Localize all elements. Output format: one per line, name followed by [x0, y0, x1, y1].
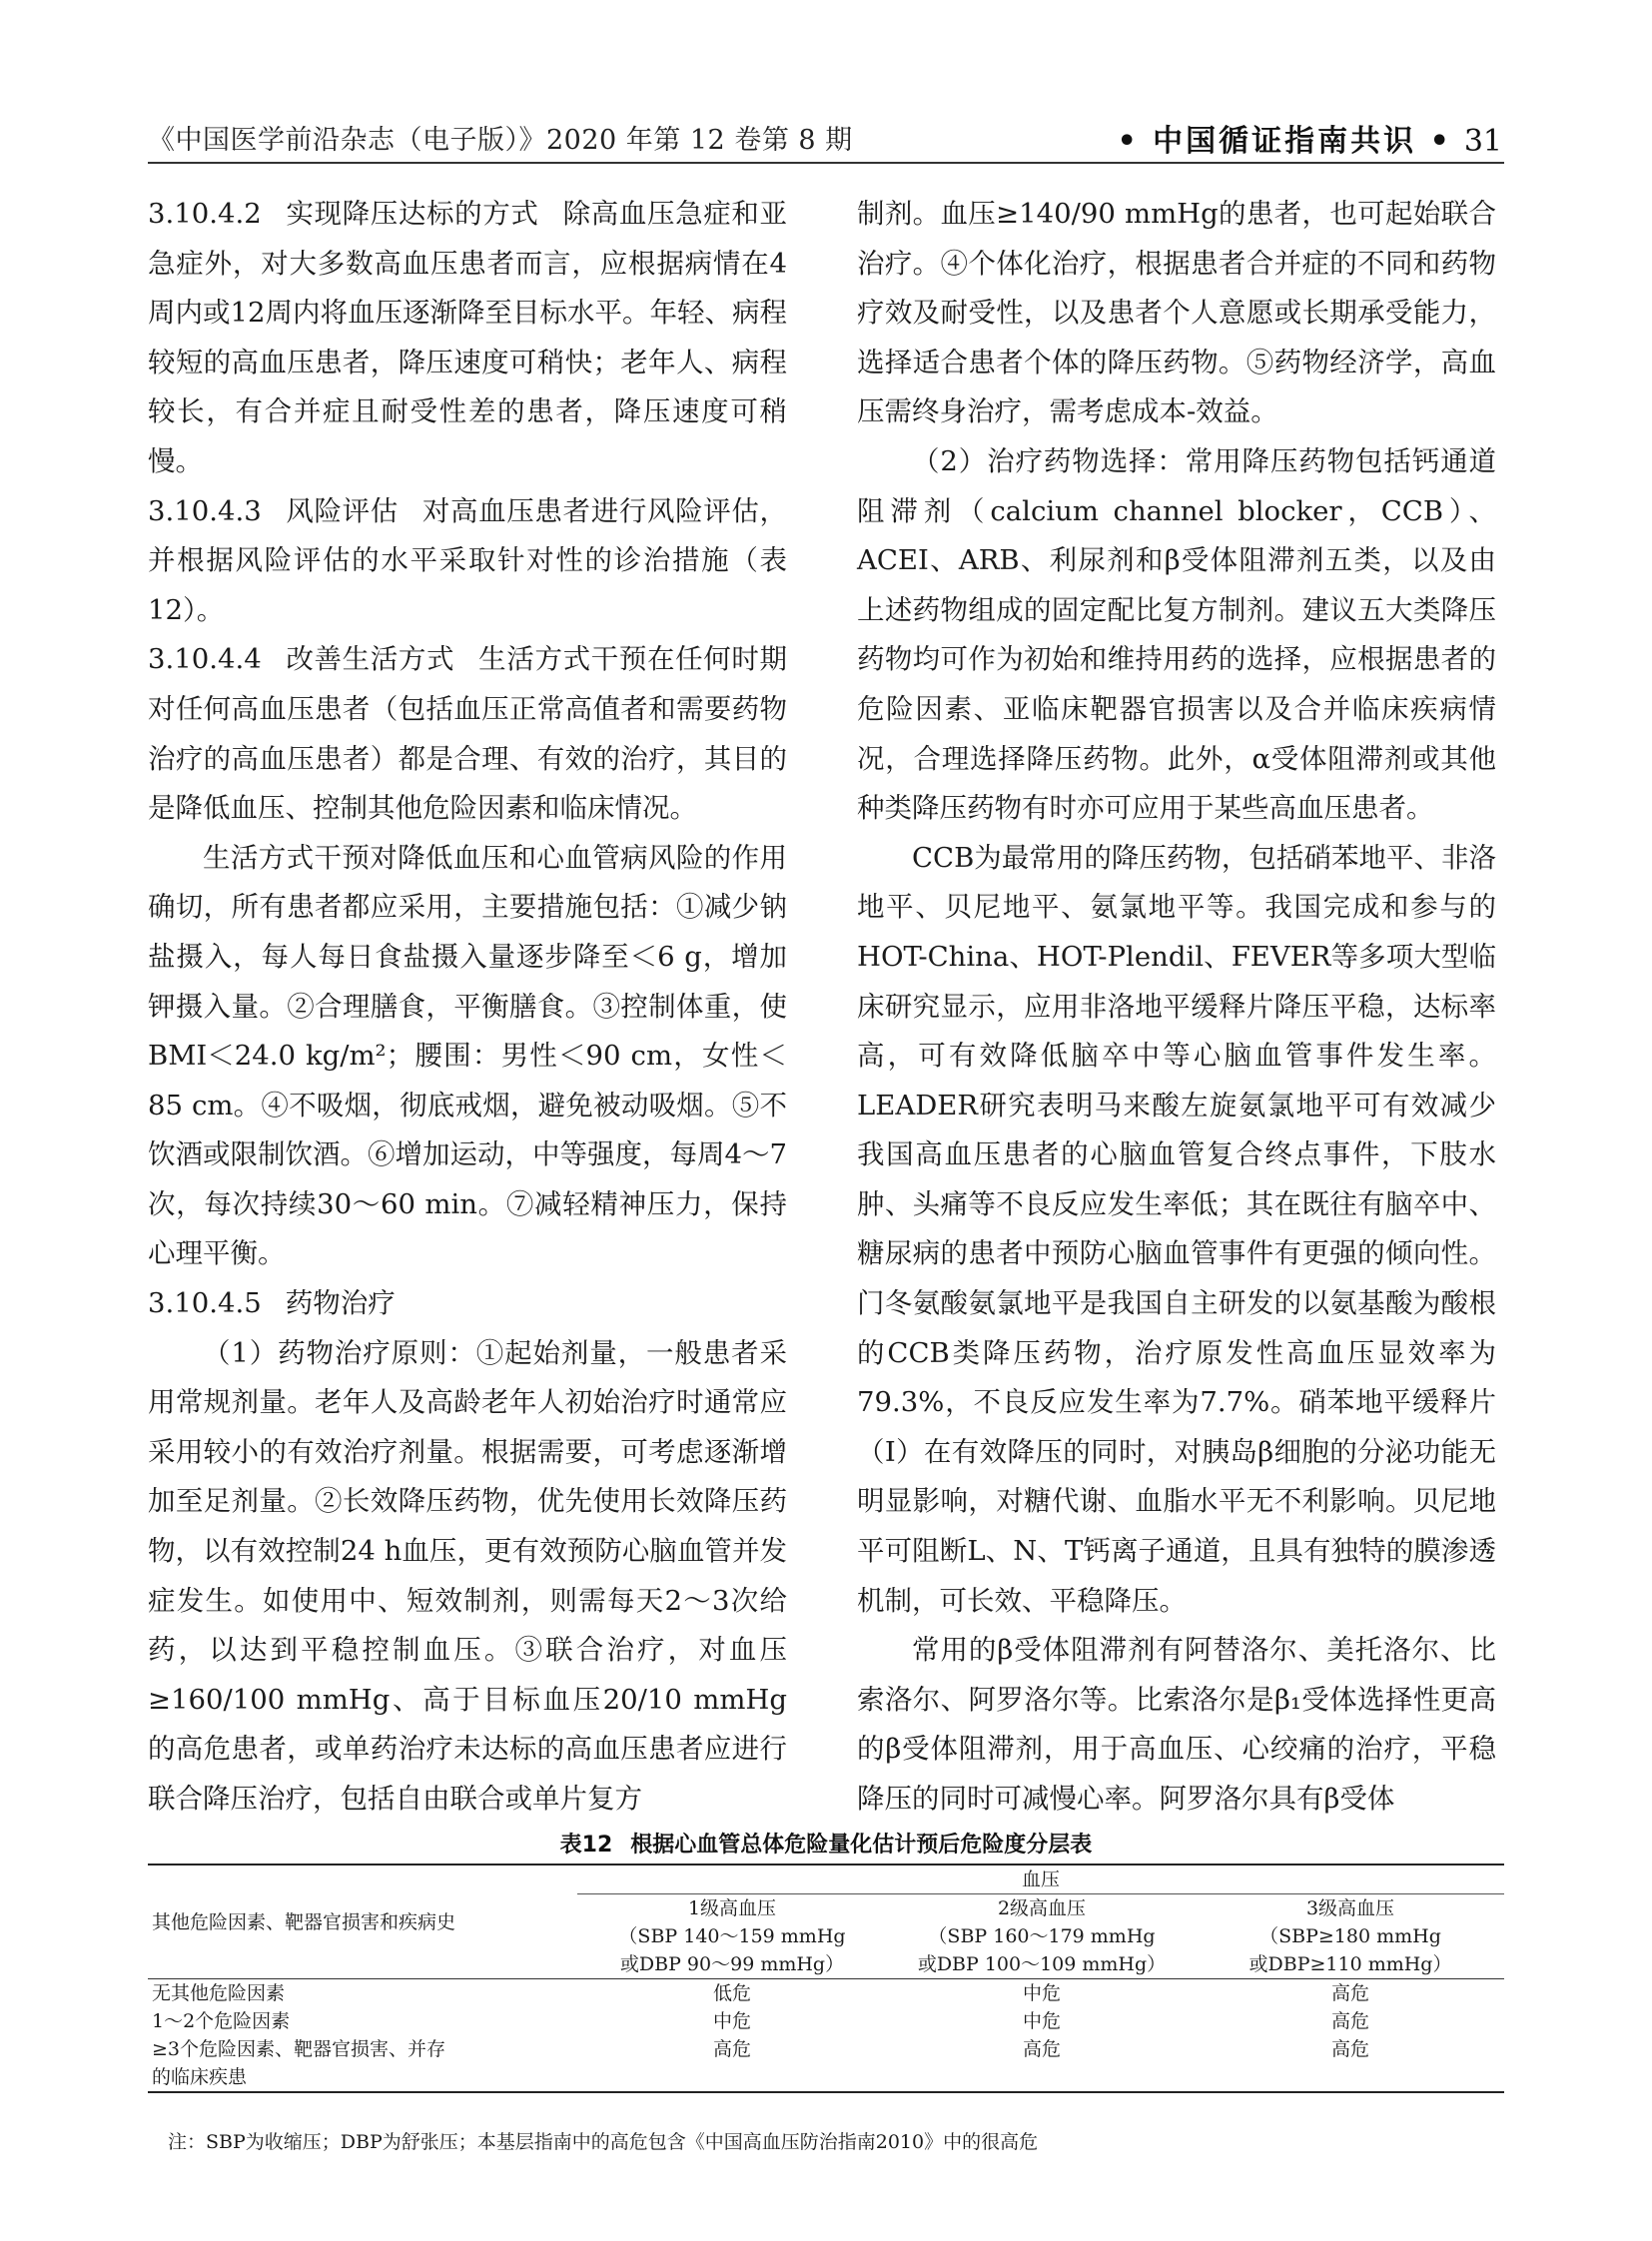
- risk-cell: 中危: [1022, 2010, 1061, 2032]
- table-note: 注：SBP为收缩压；DBP为舒张压；本基层指南中的高危包含《中国高血压防治指南2010》中的很高危: [168, 2131, 1039, 2153]
- risk-cell: 高危: [712, 2038, 751, 2060]
- row-label-line1: ≥3个危险因素、靶器官损害、并存: [152, 2038, 446, 2060]
- risk-stratification-table: [148, 1864, 1504, 2093]
- risk-cell: 中危: [1022, 1982, 1061, 2004]
- paragraph-ccb: CCB为最常用的降压药物，包括硝苯地平、非洛地平、贝尼地平、氨氯地平等。我国完成和参与的HOT-China、HOT-Plendil、FEVER等多项大型临床研究显示，应用非洛地平缓释片降压平稳，达标率高，可有效降低脑卒中等心脑血管事件发生率。LEADER研究表明马来酸左旋氨氯地平可有效减少我国高血压患者的心脑血管复合终点事件，下肢水肿、头痛等不良反应发生率低；其在既往有脑卒中、糖尿病的患者中预防心脑血管事件有更强的倾向性。门冬氨酸氨氯地平是我国自主研发的以氨基酸为酸根的CCB类降压药物，治疗原发性高血压显效率为79.3%，不良反应发生率为7.7%。硝苯地平缓释片（Ⅰ）在有效降压的同时，对胰岛β细胞的分泌功能无明显影响，对糖代谢、血脂水平无不利影响。贝尼地平可阻断L、N、T钙离子通道，且具有独特的膜渗透机制，可长效、平稳降压。: [857, 841, 1496, 1617]
- grade-1-sbp: （SBP 140～159 mmHg: [618, 1925, 846, 1947]
- section-number: 3.10.4.4: [148, 643, 262, 676]
- section-number: 3.10.4.3: [148, 494, 262, 527]
- column-title: • 中国循证指南共识 •: [1117, 124, 1452, 159]
- section-text: 生活方式干预在任何时期对任何高血压患者（包括血压正常高值者和需要药物治疗的高血压患者）都是合理、有效的治疗，其目的是降低血压、控制其他危险因素和临床情况。: [148, 643, 788, 825]
- page-number: 31: [1463, 124, 1502, 159]
- section-title: 风险评估: [285, 494, 399, 527]
- paragraph-continued: 制剂。血压≥140/90 mmHg的患者，也可起始联合治疗。④个体化治疗，根据患者合并症的不同和药物疗效及耐受性，以及患者个人意愿或长期承受能力，选择适合患者个体的降压药物。⑤药物经济学，高血压需终身治疗，需考虑成本-效益。: [857, 198, 1496, 428]
- paragraph-lifestyle: 生活方式干预对降低血压和心血管病风险的作用确切，所有患者都应采用，主要措施包括：①减少钠盐摄入，每人每日食盐摄入量逐步降至＜6 g，增加钾摄入量。②合理膳食，平衡膳食。③控制体重，使BMI＜24.0 kg/m²；腰围：男性＜90 cm，女性＜85 cm。④不吸烟，彻底戒烟，避免被动吸烟。⑤不饮酒或限制饮酒。⑥增加运动，中等强度，每周4～7次，每次持续30～60 min。⑦减轻精神压力，保持心理平衡。: [148, 841, 787, 1270]
- row-label-header: 其他危险因素、靶器官损害和疾病史: [148, 1865, 577, 1979]
- section-text: 对高血压患者进行风险评估，并根据风险评估的水平采取针对性的诊治措施（表12）。: [148, 494, 787, 626]
- section-3-10-4-5: [148, 1279, 787, 1329]
- row-label: 1～2个危险因素: [152, 2010, 291, 2032]
- risk-cell: 高危: [1330, 1982, 1369, 2004]
- right-column: [857, 190, 1496, 1825]
- risk-cell: 高危: [1330, 2038, 1369, 2060]
- table-caption: 根据心血管总体危险量化估计预后危险度分层表: [630, 1833, 1093, 1858]
- section-text: 除高血压急症和亚急症外，对大多数高血压患者而言，应根据病情在4周内或12周内将血压逐渐降至目标水平。年轻、病程较短的高血压患者，降压速度可稍快；老年人、病程较长，有合并症且耐受性差的患者，降压速度可稍慢。: [148, 198, 788, 477]
- row-label-line2: 的临床疾患: [152, 2066, 248, 2088]
- grade-1-dbp: 或DBP 90～99 mmHg）: [619, 1953, 845, 1975]
- risk-cell: 高危: [1330, 2010, 1369, 2032]
- table-row: [148, 2007, 1504, 2035]
- row-label: [148, 2035, 577, 2063]
- column-header: [1118, 116, 1502, 160]
- grade-3-name: 3级高血压: [1305, 1897, 1395, 1919]
- grade-2-name: 2级高血压: [997, 1897, 1087, 1919]
- section-3-10-4-2: [148, 190, 787, 487]
- paragraph-principle: （1）药物治疗原则：①起始剂量，一般患者采用常规剂量。老年人及高龄老年人初始治疗时通常应采用较小的有效治疗剂量。根据需要，可考虑逐渐增加至足剂量。②长效降压药物，优先使用长效降压药物，以有效控制24 h血压，更有效预防心脑血管并发症发生。如使用中、短效制剂，则需每天2～3次给药，以达到平稳控制血压。③联合治疗，对血压≥160/100 mmHg、高于目标血压20/10 mmHg的高危患者，或单药治疗未达标的高血压患者应进行联合降压治疗，包括自由联合或单片复方: [148, 1336, 787, 1815]
- section-3-10-4-4: [148, 635, 787, 833]
- row-label: 无其他危险因素: [152, 1982, 286, 2004]
- journal-header: 《中国医学前沿杂志（电子版）》2020 年第 12 卷第 8 期: [148, 125, 853, 156]
- section-title: 实现降压达标的方式: [285, 198, 539, 230]
- paragraph-drug-selection: （2）治疗药物选择：常用降压药物包括钙通道阻滞剂（calcium channel blocker，CCB）、ACEI、ARB、利尿剂和β受体阻滞剂五类，以及由上述药物组成的固定配比复方制剂。建议五大类降压药物均可作为初始和维持用药的选择，应根据患者的危险因素、亚临床靶器官损害以及合并临床疾病情况，合理选择降压药物。此外，α受体阻滞剂或其他种类降压药物有时亦可应用于某些高血压患者。: [857, 444, 1496, 825]
- table-row: [148, 1979, 1504, 2008]
- section-number: 3.10.4.5: [148, 1287, 262, 1320]
- grade-2-dbp: 或DBP 100～109 mmHg）: [917, 1953, 1167, 1975]
- table-number: 表12: [559, 1833, 613, 1858]
- section-title: 药物治疗: [285, 1287, 396, 1320]
- table-row-continued: [148, 2063, 1504, 2092]
- grade-1-name: 1级高血压: [687, 1897, 777, 1919]
- group-header: 血压: [577, 1865, 1504, 1894]
- risk-cell: 中危: [712, 2010, 751, 2032]
- grade-3-dbp: 或DBP≥110 mmHg）: [1248, 1953, 1452, 1975]
- grade-2-sbp: （SBP 160～179 mmHg: [928, 1925, 1156, 1947]
- section-3-10-4-3: [148, 487, 787, 636]
- paragraph-beta-blocker: 常用的β受体阻滞剂有阿替洛尔、美托洛尔、比索洛尔、阿罗洛尔等。比索洛尔是β₁受体选择性更高的β受体阻滞剂，用于高血压、心绞痛的治疗，平稳降压的同时可减慢心率。阿罗洛尔具有β受体: [857, 1634, 1496, 1815]
- header-rule: [148, 162, 1504, 164]
- section-number: 3.10.4.2: [148, 198, 262, 230]
- left-column: [148, 190, 787, 1825]
- section-title: 改善生活方式: [285, 643, 455, 676]
- grade-3-sbp: （SBP≥180 mmHg: [1259, 1925, 1441, 1947]
- table-title: [148, 1828, 1504, 1859]
- risk-cell: 高危: [1022, 2038, 1061, 2060]
- table-row: [148, 2035, 1504, 2063]
- risk-cell: 低危: [712, 1982, 751, 2004]
